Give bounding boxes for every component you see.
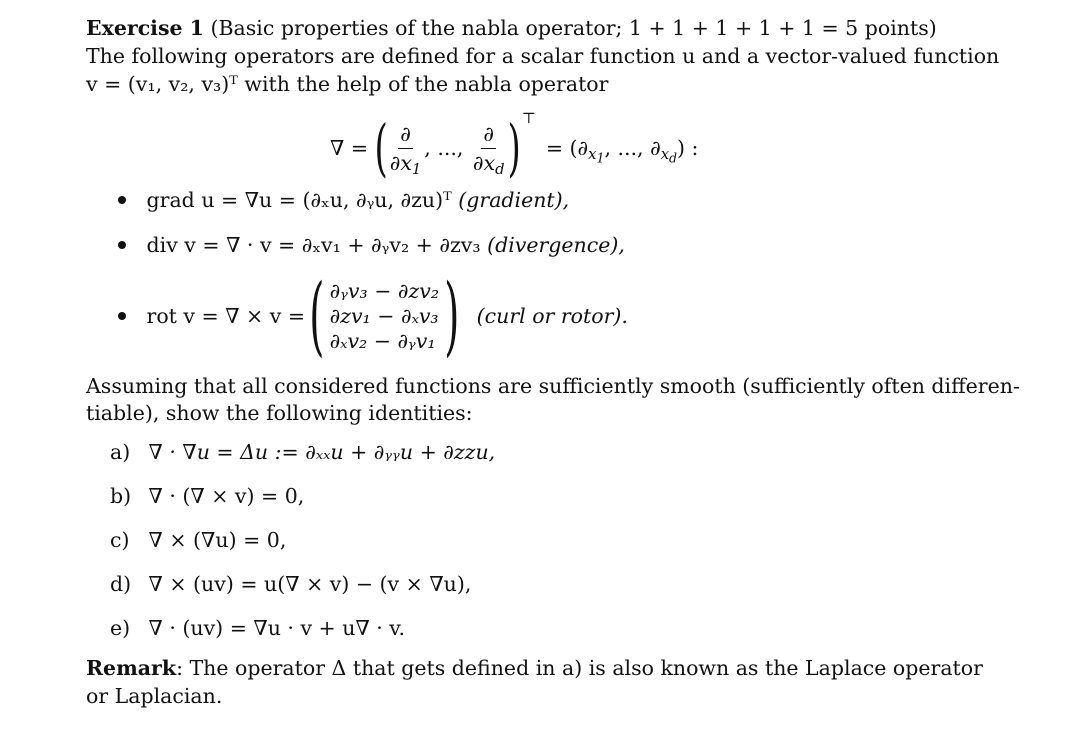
assumption-line-2: tiable), show the following identities: (86, 401, 473, 425)
left-paren: ( (373, 111, 388, 184)
identity-expression: ∇ · ∇u = Δu := ∂ₓₓu + ∂ᵧᵧu + ∂zzu, (148, 440, 496, 464)
right-paren: ) (506, 111, 521, 184)
transpose-mark: ⊤ (521, 109, 536, 127)
remark-line-2: or Laplacian. (86, 684, 223, 708)
bullet-dot-icon (118, 312, 126, 320)
bullet-divergence (118, 231, 625, 259)
curl-row-1: ∂ᵧv₃ − ∂zv₂ (329, 278, 440, 303)
exercise-heading (86, 14, 937, 42)
identity-e (110, 614, 405, 642)
identity-b (110, 482, 304, 510)
nabla-partials: = ($\partial_{x_1}$, ..., $\partial_{x_d}$) : (545, 136, 699, 166)
nabla-symbol: ∇ = (330, 136, 375, 160)
divergence-formula: div v = ∇ · v = ∂ₓv₁ + ∂ᵧv₂ + ∂zv₃ (146, 233, 481, 257)
bullet-dot-icon (118, 196, 126, 204)
identity-expression: ∇ · (∇ × v) = 0, (148, 484, 305, 508)
gradient-formula: grad u = ∇u = (∂ₓu, ∂ᵧu, ∂zu)ᵀ (146, 188, 452, 212)
curl-row-3: ∂ₓv₂ − ∂ᵧv₁ (329, 328, 436, 353)
intro-line-2 (86, 70, 608, 98)
divergence-name: (divergence), (487, 233, 625, 257)
partial-xd-fraction: $\frac{\partial}{\partial x_d}$ (472, 121, 505, 178)
identity-label: d) (110, 572, 132, 596)
bullet-curl (118, 302, 305, 330)
assumption-line-1: Assuming that all considered functions are sufficiently smooth (sufficiently often differen- (86, 374, 1020, 398)
bullet-dot-icon (118, 241, 126, 249)
exercise-points: (Basic properties of the nabla operator; 1 + 1 + 1 + 1 + 1 = 5 points) (210, 16, 937, 40)
remark-title: Remark (86, 656, 177, 680)
identity-d (110, 570, 471, 598)
intro-line-2-text: with the help of the nabla operator (244, 72, 609, 96)
identity-expression: ∇ × (∇u) = 0, (148, 528, 287, 552)
identity-expression: ∇ × (uv) = u(∇ × v) − (v × ∇u), (148, 572, 472, 596)
remark-text: The operator Δ that gets defined in a) is also known as the Laplace operator (189, 656, 983, 680)
identity-label: c) (110, 528, 130, 552)
curl-row-2: ∂zv₁ − ∂ₓv₃ (329, 303, 439, 328)
nabla-definition: ∇ = ( $\frac{\partial}{\partial x_1}$ , ..., $\frac{\partial}{\partial x_d}$ ) ⊤ = ($\partial_{x_1}$, ..., $\partial_{x_d}$) : (330, 109, 699, 184)
identity-label: e) (110, 616, 131, 640)
gradient-name: (gradient), (458, 188, 570, 212)
curl-matrix: ( ∂ᵧv₃ − ∂zv₂ ∂zv₁ − ∂ₓv₃ ∂ₓv₂ − ∂ᵧv₁ ) (curl or rotor). (309, 266, 628, 366)
identity-a (110, 438, 495, 466)
identity-label: a) (110, 440, 131, 464)
bullet-gradient (118, 186, 569, 214)
intro-line-1: The following operators are defined for a scalar function u and a vector-valued function (86, 44, 1000, 68)
exercise-title: Exercise 1 (86, 16, 204, 40)
identity-c (110, 526, 286, 554)
partial-x1-fraction: $\frac{\partial}{\partial x_1}$ (389, 121, 422, 178)
identity-expression: ∇ · (uv) = ∇u · v + u∇ · v. (148, 616, 405, 640)
curl-name: (curl or rotor). (476, 304, 628, 328)
curl-formula: rot v = ∇ × v = (146, 304, 306, 328)
remark-line-1: Remark: The operator Δ that gets defined in a) is also known as the Laplace operator (86, 656, 983, 680)
curl-matrix-rows (324, 279, 446, 354)
identity-label: b) (110, 484, 132, 508)
vector-definition: v = (v₁, v₂, v₃)ᵀ (86, 72, 238, 96)
